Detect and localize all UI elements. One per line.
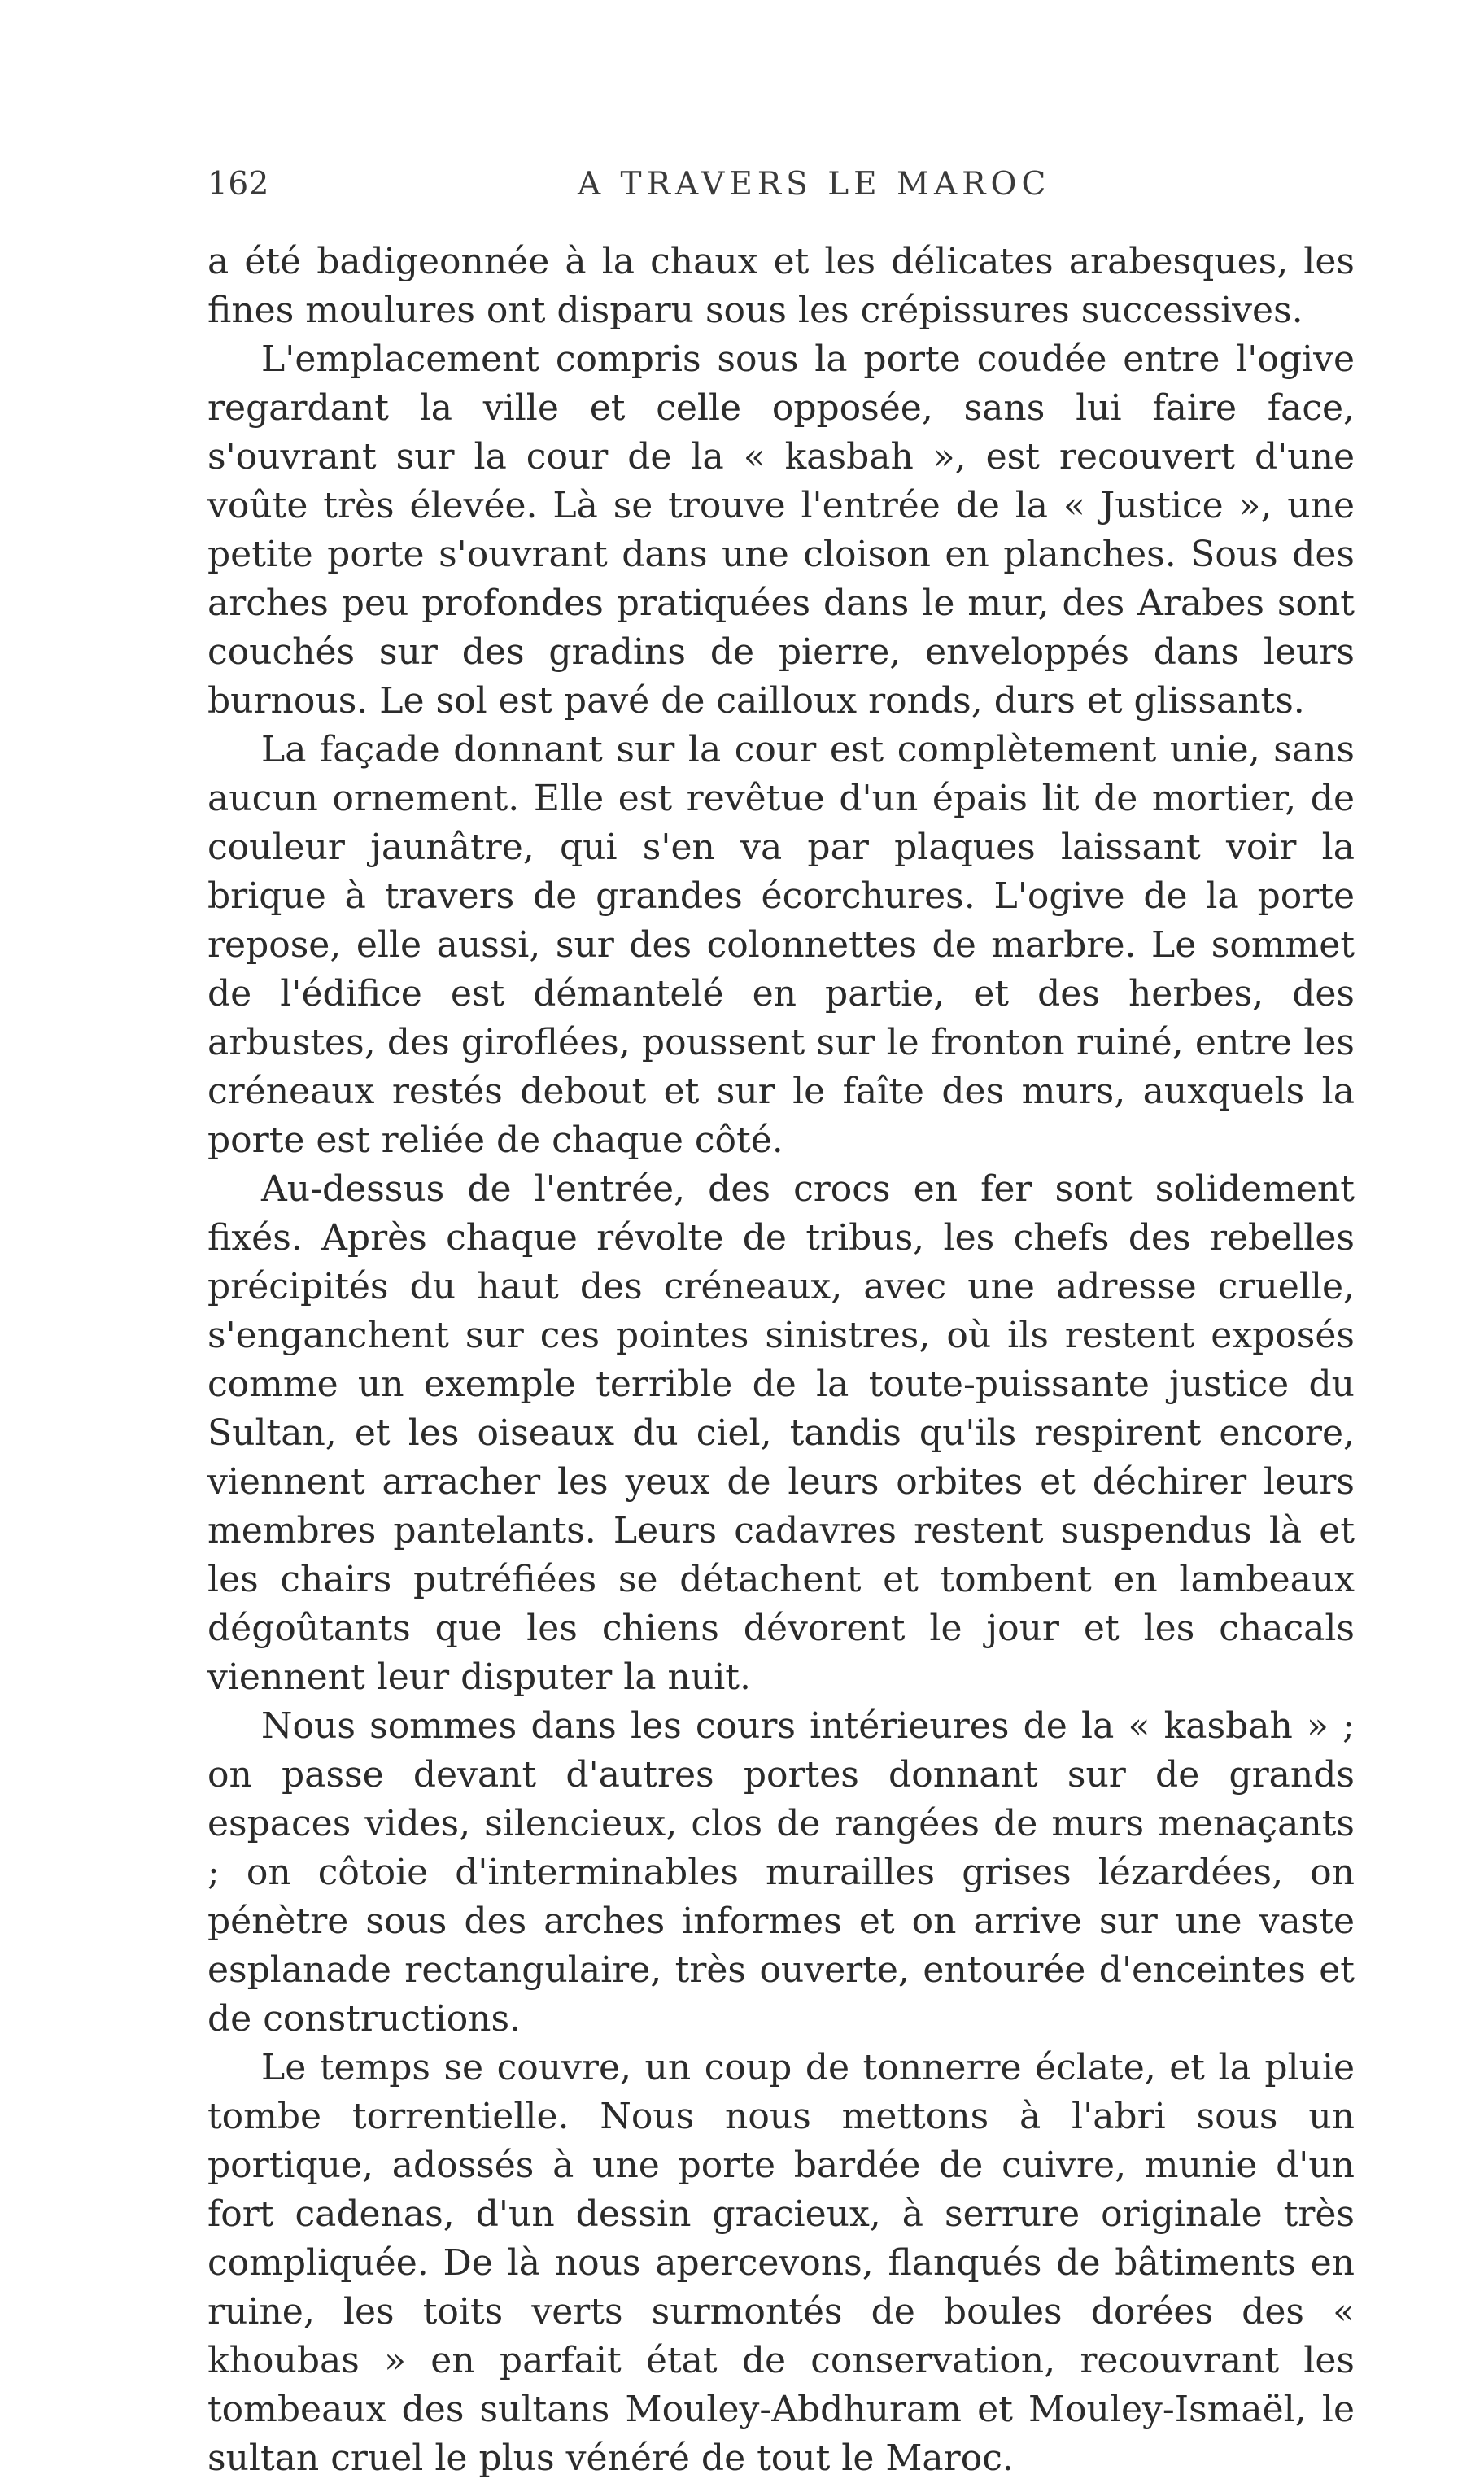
paragraph-4: Au-dessus de l'entrée, des crocs en fer sont solidement fixés. Après chaque révolte de tribus, les chefs des rebelles précipités du haut des créneaux, avec une adresse cruelle, s'enganchent sur ces pointes sinistres, où ils restent exposés comme un exemple terrible de la toute-puissante justice du Sultan, et les oiseaux du ciel, tandis qu'ils respirent encore, viennent arracher les yeux de leurs orbites et déchirer leurs membres pantelants. Leurs cadavres restent suspendus là et les chairs putréfiées se détachent et tombent en lambeaux dégoûtants que les chiens dévorent le jour et les chacals viennent leur disputer la nuit.	[207, 1168, 1355, 1698]
paragraph-6: Le temps se couvre, un coup de tonnerre éclate, et la pluie tombe torrentielle. Nous nous mettons à l'abri sous un portique, adossés à une porte bardée de cuivre, munie d'un fort cadenas, d'un dessin gracieux, à serrure originale très compliquée. De là nous apercevons, flanqués de bâtiments en ruine, les toits verts surmontés de boules dorées des « khoubas » en parfait état de conservation, recouvrant les tombeaux des sultans Mouley-Abdhuram et Mouley-Ismaël, le sultan cruel le plus vénéré de tout le Maroc.	[207, 2047, 1355, 2479]
paragraph-5: Nous sommes dans les cours intérieures de la « kasbah » ; on passe devant d'autres portes donnant sur de grands espaces vides, silencieux, clos de rangées de murs menaçants ; on côtoie d'interminables murailles grises lézardées, on pénètre sous des arches informes et on arrive sur une vaste esplanade rectangulaire, très ouverte, entourée d'enceintes et de constructions.	[207, 1705, 1355, 2040]
page-number: 162	[207, 166, 269, 203]
running-header	[207, 166, 1481, 212]
paragraph-3: La façade donnant sur la cour est complètement unie, sans aucun ornement. Elle est revêtue d'un épais lit de mortier, de couleur jaunâtre, qui s'en va par plaques laissant voir la brique à travers de grandes écorchures. L'ogive de la porte repose, elle aussi, sur des colonnettes de marbre. Le sommet de l'édifice est démantelé en partie, et des herbes, des arbustes, des giroflées, poussent sur le fronton ruiné, entre les créneaux restés debout et sur le faîte des murs, auxquels la porte est reliée de chaque côté.	[207, 729, 1355, 1161]
paragraph-1: a été badigeonnée à la chaux et les délicates arabesques, les fines moulures ont disparu sous les crépissures successives.	[207, 241, 1355, 331]
body-text	[207, 238, 1355, 2483]
running-title: A TRAVERS LE MAROC	[578, 166, 1051, 203]
paragraph-2: L'emplacement compris sous la porte coudée entre l'ogive regardant la ville et celle opposée, sans lui faire face, s'ouvrant sur la cour de la « kasbah », est recouvert d'une voûte très élevée. Là se trouve l'entrée de la « Justice », une petite porte s'ouvrant dans une cloison en planches. Sous des arches peu profondes pratiquées dans le mur, des Arabes sont couchés sur des gradins de pierre, enveloppés dans leurs burnous. Le sol est pavé de cailloux ronds, durs et glissants.	[207, 338, 1355, 722]
